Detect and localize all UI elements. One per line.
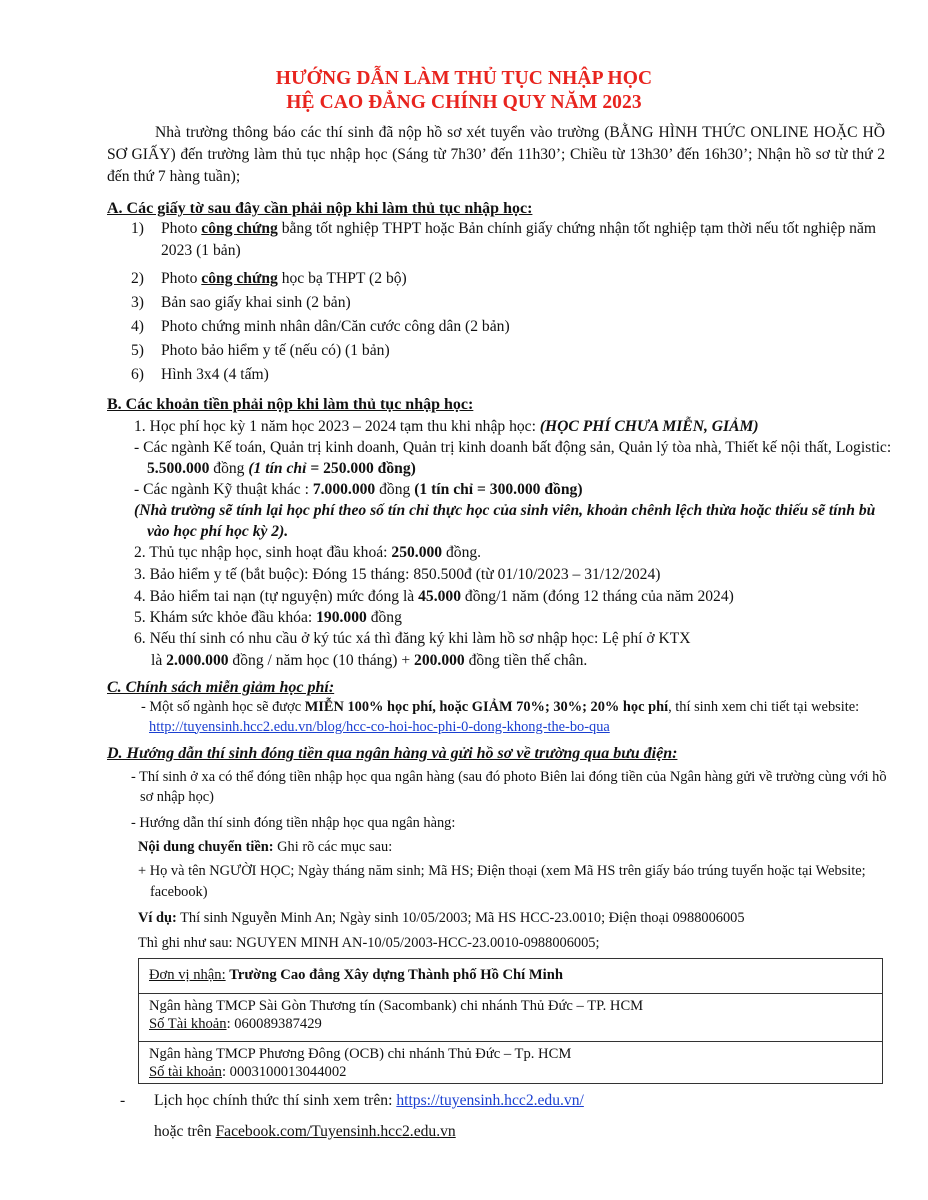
list-item: 4) Photo chứng minh nhân dân/Căn cước công dân (2 bản) (131, 318, 510, 335)
bank1-cell: Ngân hàng TMCP Sài Gòn Thương tín (Sacombank) chi nhánh Thủ Đức – TP. HCM Số Tài khoản: 060089387429 (139, 994, 883, 1042)
example-line: Ví dụ: Thí sinh Nguyễn Minh An; Ngày sinh 10/05/2003; Mã HS HCC-23.0010; Điện thoại 0988006005 (138, 910, 745, 926)
list-item: 1) Photo công chứng bằng tốt nghiệp THPT hoặc Bản chính giấy chứng nhận tốt nghiệp tạm thời nếu tốt nghiệp năm 2023 (1 bản) (131, 220, 877, 259)
tuition-economics-line: - Các ngành Kế toán, Quản trị kinh doanh, Quản trị kinh doanh bất động sản, Quản lý tòa nhà, Thiết kế nội thất, Logistic: 5.500.000 đồng (1 tín chỉ = 250.000 đồng) (134, 439, 892, 477)
section-b-heading: B. Các khoản tiền phải nộp khi làm thủ tục nhập học: (107, 396, 474, 413)
bank-payment-guide: - Hướng dẫn thí sinh đóng tiền nhập học qua ngân hàng: (131, 815, 456, 831)
facebook-line: hoặc trên Facebook.com/Tuyensinh.hcc2.edu.vn (154, 1123, 456, 1140)
table-row (139, 1042, 883, 1084)
write-as-line: Thì ghi như sau: NGUYEN MINH AN-10/05/2003-HCC-23.0010-0988006005; (138, 935, 600, 951)
list-item: 6) Hình 3x4 (4 tấm) (131, 366, 269, 383)
section-a-heading: A. Các giấy tờ sau đây cần phải nộp khi làm thủ tục nhập học: (107, 200, 533, 217)
tuition-engineering-line: - Các ngành Kỹ thuật khác : 7.000.000 đồng (1 tín chỉ = 300.000 đồng) (134, 481, 583, 498)
bank-info-table (138, 958, 883, 1084)
document-title-line2: HỆ CAO ĐẲNG CHÍNH QUY NĂM 2023 (286, 92, 642, 113)
accident-insurance-line: 4. Bảo hiểm tai nạn (tự nguyện) mức đóng là 45.000 đồng/1 năm (đóng 12 tháng của năm 2024) (134, 588, 734, 605)
schedule-link[interactable]: https://tuyensinh.hcc2.edu.vn/ (396, 1092, 584, 1109)
facebook-link[interactable]: Facebook.com/Tuyensinh.hcc2.edu.vn (215, 1123, 456, 1140)
health-check-line: 5. Khám sức khỏe đầu khóa: 190.000 đồng (134, 609, 402, 626)
dormitory-fee-line: là 2.000.000 đồng / năm học (10 tháng) + 200.000 đồng tiền thế chân. (151, 652, 588, 669)
dormitory-line: 6. Nếu thí sinh có nhu cầu ở ký túc xá thì đăng ký khi làm hồ sơ nhập học: Lệ phí ở KTX (134, 630, 691, 647)
table-row (139, 994, 883, 1042)
list-item: 2) Photo công chứng học bạ THPT (2 bộ) (131, 270, 407, 287)
table-row (139, 959, 883, 994)
list-item: 3) Bản sao giấy khai sinh (2 bản) (131, 294, 351, 311)
section-d-heading: D. Hướng dẫn thí sinh đóng tiền qua ngân hàng và gửi hồ sơ về trường qua bưu điện: (107, 745, 678, 762)
intro-paragraph: Nhà trường thông báo các thí sinh đã nộp hồ sơ xét tuyển vào trường (BẰNG HÌNH THỨC ONLINE HOẶC HỒ SƠ GIẤY) đến trường làm thủ tục nhập học (Sáng từ 7h30’ đến 11h30’; Chiều từ 13h30’ đến 16h30’; Nhận hồ sơ từ thứ 2 đến thứ 7 hàng tuần); (107, 124, 885, 185)
list-item: 5) Photo bảo hiểm y tế (nếu có) (1 bản) (131, 342, 390, 359)
health-insurance-line: 3. Bảo hiểm y tế (bắt buộc): Đóng 15 tháng: 850.500đ (từ 01/10/2023 – 31/12/2024) (134, 566, 661, 583)
recipient-cell: Đơn vị nhận: Trường Cao đẳng Xây dựng Thành phố Hồ Chí Minh (139, 959, 883, 994)
tuition-exemption-text: - Một số ngành học sẽ được MIỄN 100% học phí, hoặc GIẢM 70%; 30%; 20% học phí, thí sinh xem chi tiết tại website: http://tuyensinh.hcc2.edu.vn/blog/hcc-co-hoi-hoc-phi-0-dong-khong-the-bo-qua (141, 699, 860, 735)
transfer-fields-text: + Họ và tên NGƯỜI HỌC; Ngày tháng năm sinh; Mã HS; Điện thoại (xem Mã HS trên giấy báo trúng tuyển hoặc tại Website; facebook) (138, 863, 866, 900)
enrollment-fee-line: 2. Thủ tục nhập học, sinh hoạt đầu khoá: 250.000 đồng. (134, 544, 482, 561)
exemption-link[interactable]: http://tuyensinh.hcc2.edu.vn/blog/hcc-co-hoi-hoc-phi-0-dong-khong-the-bo-qua (149, 718, 610, 735)
schedule-line: - Lịch học chính thức thí sinh xem trên: https://tuyensinh.hcc2.edu.vn/ (120, 1092, 584, 1109)
transfer-content-line: Nội dung chuyển tiền: Ghi rõ các mục sau: (138, 839, 393, 855)
remote-payment-text: - Thí sinh ở xa có thể đóng tiền nhập học qua ngân hàng (sau đó photo Biên lai đóng tiền của Ngân hàng gửi về trường cùng với hồ sơ nhập học) (131, 769, 887, 805)
document-title-line1: HƯỚNG DẪN LÀM THỦ TỤC NHẬP HỌC (275, 68, 653, 89)
tuition-note: (Nhà trường sẽ tính lại học phí theo số tín chỉ thực học của sinh viên, khoản chênh lệch thừa hoặc thiếu sẽ tính bù vào học phí học kỳ 2). (134, 502, 876, 540)
section-a-list (131, 218, 883, 388)
tuition-line: 1. Học phí học kỳ 1 năm học 2023 – 2024 tạm thu khi nhập học: (HỌC PHÍ CHƯA MIỄN, GIẢM) (134, 418, 759, 435)
bank2-cell: Ngân hàng TMCP Phương Đông (OCB) chi nhánh Thủ Đức – Tp. HCM Số tài khoản: 0003100013044002 (139, 1042, 883, 1084)
section-c-heading: C. Chính sách miễn giảm học phí: (107, 679, 335, 696)
